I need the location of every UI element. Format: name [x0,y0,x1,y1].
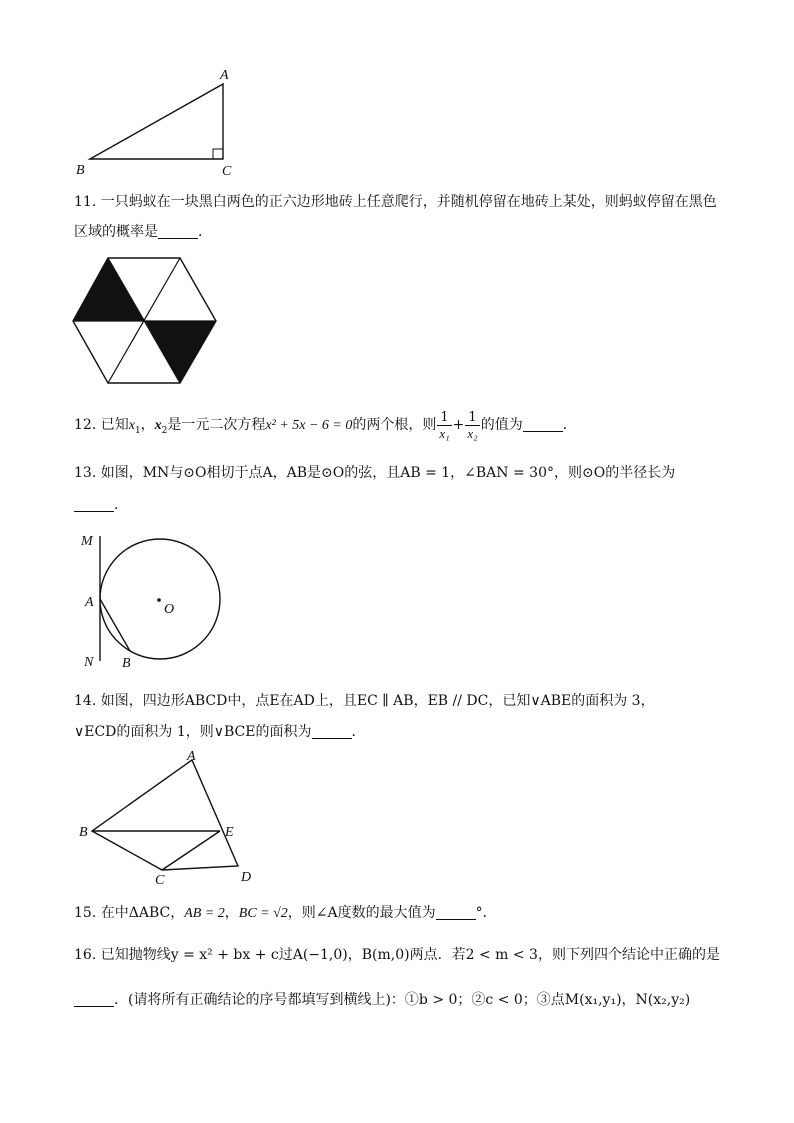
denominator: x₂ [467,425,478,441]
q12-line [74,408,577,448]
label-n: N [84,655,94,670]
q12-text-4: 的值为 [480,417,523,433]
q16-line2 [74,990,690,1010]
q15-bc: BC = √2 [238,906,288,921]
q16-text: 已知抛物线y = x² + bx + c过A(−1,0)，B(m,0)两点．若2 < m < 3，则下列四个结论中正确的是 [100,947,720,963]
q15-line [74,903,497,924]
label-b: B [79,825,88,840]
sub-2: 2 [161,425,168,436]
hexagon-tile-figure [70,255,220,387]
q15-ab: AB = 2 [184,906,225,921]
center-point [157,598,161,602]
quadrilateral-abcd [92,760,238,870]
answer-blank[interactable] [74,992,114,1007]
plus-sign: + [452,417,465,433]
black-triangle-right [145,321,216,383]
q13-line2 [74,495,128,515]
numerator: 1 [465,410,479,426]
label-m: M [81,534,93,549]
comma: ， [224,905,239,921]
answer-blank[interactable] [436,905,476,920]
q11-number: 11. [74,194,97,210]
period: ． [351,724,366,740]
label-a: A [187,749,196,764]
label-b: B [76,163,85,178]
answer-blank[interactable] [523,417,563,432]
q16-number: 16. [74,947,97,963]
q13-text: 如图，MN与⊙O相切于点A，AB是⊙O的弦，且AB = 1，∠BAN = 30°，则⊙O的半径长为 [100,465,676,481]
var-x1: x [128,418,135,433]
quadrilateral-figure [74,748,264,888]
q11-line2 [74,222,212,242]
equation: x² + 5x − 6 = 0 [265,418,353,433]
sub-1: 1 [134,425,141,436]
q15-text-1: 在中ΔABC， [100,905,185,921]
answer-blank[interactable] [312,724,352,739]
q14-number: 14. [74,693,97,709]
segment-ce [162,831,220,870]
comma: ， [140,417,155,433]
label-o: O [164,602,175,617]
answer-blank[interactable] [74,497,114,512]
q14-line1 [74,691,655,711]
q15-number: 15. [74,905,97,921]
q16-text-2: ．(请将所有正确结论的序号都填写到横线上)：①b > 0；②c < 0；③点M(x₁,y₁)，N(x₂,y₂) [114,992,691,1008]
q14-text-2: ∨ECD的面积为 1，则∨BCE的面积为 [74,724,312,740]
right-angle-mark [213,149,223,159]
q14-line2 [74,722,366,742]
period: ． [114,497,128,513]
triangle-abc [90,84,223,159]
q14-text: 如图，四边形ABCD中，点E在AD上，且EC ∥ AB，EB // DC，已知∨ABE的面积为 3， [100,693,655,709]
fraction-2 [465,410,479,441]
q11-text: 一只蚂蚁在一块黑白两色的正六边形地砖上任意爬行，并随机停留在地砖上某处，则蚂蚁停留在黑色 [100,194,717,210]
right-triangle-figure [70,62,250,184]
q12-text-2: 是一元二次方程 [167,417,266,433]
q16-line1 [74,945,720,965]
q12-number: 12. [74,417,97,433]
label-d: D [241,870,252,885]
q15-text-2: ，则∠A度数的最大值为 [287,905,436,921]
q13-number: 13. [74,465,97,481]
q11-text-2: 区域的概率是 [74,224,158,240]
degree-period: °． [475,905,497,921]
var-x2: x [154,418,162,433]
period: ． [562,417,577,433]
period: ． [198,224,212,240]
numerator: 1 [437,410,451,426]
q12-text-3: 的两个根，则 [352,417,437,433]
q12-text-1: 已知 [100,417,129,433]
label-e: E [225,825,234,840]
denominator: x₁ [439,425,450,441]
black-triangle-left [73,258,145,321]
answer-blank[interactable] [158,224,198,239]
label-a: A [220,68,229,83]
q13-line1 [74,463,675,483]
circle-tangent-figure [74,528,234,673]
chord-ab [100,599,130,651]
label-b: B [122,656,131,671]
label-c: C [222,164,232,179]
fraction-1 [437,410,451,441]
q11-line1 [74,192,717,212]
label-a: A [85,595,94,610]
label-c: C [155,873,165,888]
